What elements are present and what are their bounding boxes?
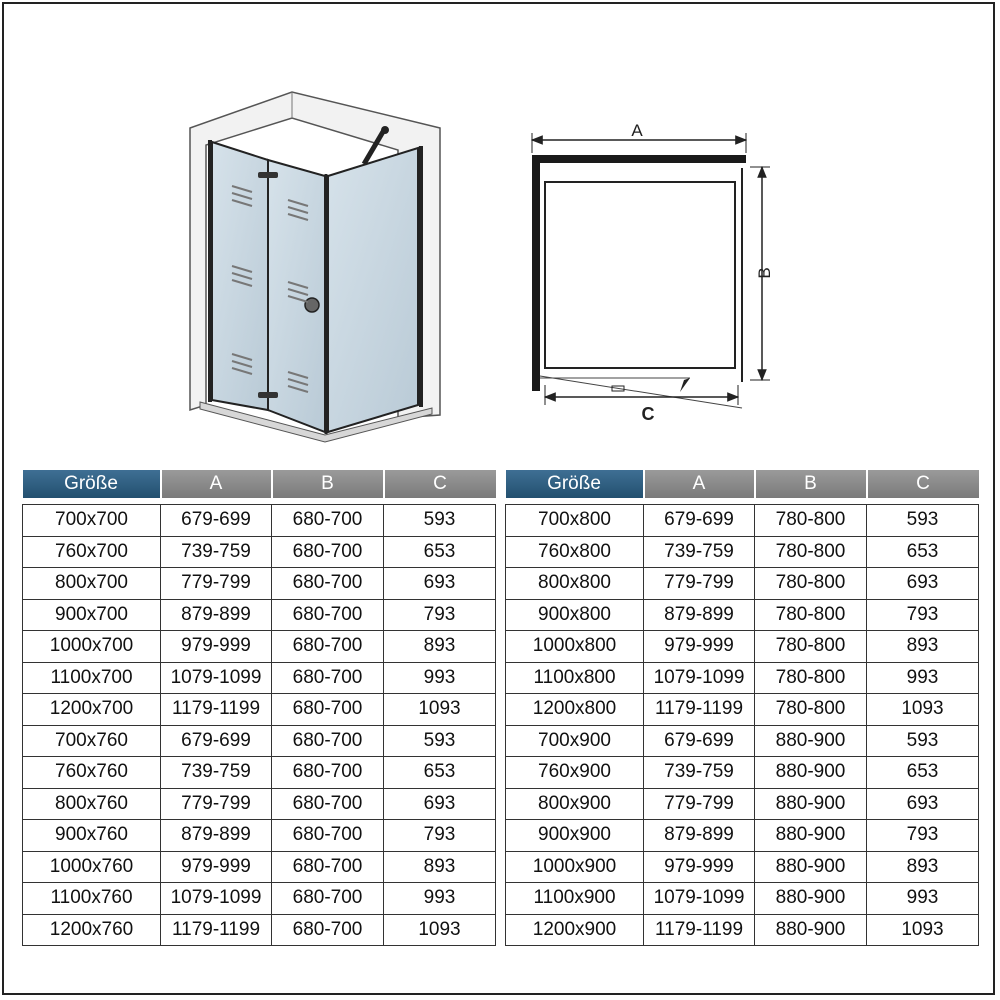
table-cell: 653 <box>384 536 496 568</box>
table-cell: 739-759 <box>161 536 272 568</box>
table-cell: 1179-1199 <box>161 914 272 946</box>
table-cell: 779-799 <box>161 788 272 820</box>
table-cell: 1100x900 <box>506 883 644 915</box>
table-cell: 793 <box>384 599 496 631</box>
table-row <box>506 631 979 663</box>
table-cell: 1093 <box>867 694 979 726</box>
table-cell: 880-900 <box>755 725 867 757</box>
table-cell: 893 <box>384 631 496 663</box>
table-row <box>23 757 496 789</box>
shower-enclosure-3d <box>190 92 440 442</box>
table-cell: 993 <box>384 662 496 694</box>
table-cell: 900x900 <box>506 820 644 852</box>
table-cell: 680-700 <box>272 725 384 757</box>
header-cell: B <box>755 470 867 498</box>
header-cell: C <box>867 470 979 498</box>
table-row <box>23 536 496 568</box>
table-cell: 700x760 <box>23 725 161 757</box>
table-cell: 800x700 <box>23 568 161 600</box>
dimension-b-label: B <box>755 267 774 279</box>
table-row <box>506 788 979 820</box>
header-cell: A <box>644 470 755 498</box>
table-cell: 1179-1199 <box>161 694 272 726</box>
table-cell: 679-699 <box>161 725 272 757</box>
table-cell: 880-900 <box>755 851 867 883</box>
table-row <box>506 505 979 537</box>
table-cell: 700x800 <box>506 505 644 537</box>
table-cell: 593 <box>384 505 496 537</box>
table-cell: 880-900 <box>755 820 867 852</box>
table-cell: 593 <box>867 505 979 537</box>
table-row <box>506 851 979 883</box>
table-row <box>23 820 496 852</box>
table-row <box>506 536 979 568</box>
table-cell: 760x800 <box>506 536 644 568</box>
header-cell: Größe <box>23 470 161 498</box>
table-cell: 693 <box>384 788 496 820</box>
table-cell: 1100x760 <box>23 883 161 915</box>
table-cell: 900x800 <box>506 599 644 631</box>
table-cell: 700x700 <box>23 505 161 537</box>
table-cell: 680-700 <box>272 568 384 600</box>
table-cell: 800x900 <box>506 788 644 820</box>
size-table-left <box>22 470 496 946</box>
table-cell: 593 <box>867 725 979 757</box>
table-cell: 880-900 <box>755 914 867 946</box>
table-cell: 879-899 <box>644 820 755 852</box>
table-row <box>23 914 496 946</box>
table-row <box>23 662 496 694</box>
table-cell: 1079-1099 <box>644 662 755 694</box>
table-cell: 739-759 <box>161 757 272 789</box>
table-cell: 900x760 <box>23 820 161 852</box>
table-row <box>23 631 496 663</box>
table-cell: 993 <box>867 883 979 915</box>
table-cell: 680-700 <box>272 631 384 663</box>
table-cell: 760x760 <box>23 757 161 789</box>
table-cell: 680-700 <box>272 694 384 726</box>
table-row <box>506 757 979 789</box>
table-cell: 1093 <box>867 914 979 946</box>
table-cell: 680-700 <box>272 662 384 694</box>
table-cell: 653 <box>867 757 979 789</box>
dimension-a-label: A <box>631 121 643 140</box>
table-row <box>23 694 496 726</box>
table-cell: 739-759 <box>644 757 755 789</box>
table-cell: 680-700 <box>272 536 384 568</box>
table-row <box>23 725 496 757</box>
table-cell: 893 <box>867 631 979 663</box>
table-cell: 879-899 <box>644 599 755 631</box>
table-cell: 680-700 <box>272 851 384 883</box>
table-cell: 1200x900 <box>506 914 644 946</box>
table-cell: 780-800 <box>755 694 867 726</box>
table-cell: 693 <box>867 568 979 600</box>
table-row <box>23 505 496 537</box>
table-cell: 793 <box>867 820 979 852</box>
table-cell: 680-700 <box>272 757 384 789</box>
table-cell: 1079-1099 <box>644 883 755 915</box>
table-row <box>506 694 979 726</box>
table-row <box>23 568 496 600</box>
table-cell: 1179-1199 <box>644 694 755 726</box>
table-cell: 693 <box>384 568 496 600</box>
table-cell: 780-800 <box>755 662 867 694</box>
table-cell: 679-699 <box>644 505 755 537</box>
table-cell: 800x800 <box>506 568 644 600</box>
table-cell: 680-700 <box>272 505 384 537</box>
table-row <box>23 599 496 631</box>
table-cell: 800x760 <box>23 788 161 820</box>
table-cell: 653 <box>867 536 979 568</box>
table-cell: 979-999 <box>161 851 272 883</box>
table-cell: 779-799 <box>644 568 755 600</box>
table-row <box>506 883 979 915</box>
table-cell: 779-799 <box>644 788 755 820</box>
table-cell: 880-900 <box>755 883 867 915</box>
table-cell: 1000x760 <box>23 851 161 883</box>
table-row <box>23 883 496 915</box>
table-cell: 1079-1099 <box>161 883 272 915</box>
table-cell: 979-999 <box>644 631 755 663</box>
table-row <box>506 820 979 852</box>
table-row <box>506 725 979 757</box>
table-cell: 893 <box>867 851 979 883</box>
table-cell: 879-899 <box>161 599 272 631</box>
header-cell: C <box>384 470 496 498</box>
table-cell: 979-999 <box>644 851 755 883</box>
table-cell: 793 <box>384 820 496 852</box>
table-cell: 1200x760 <box>23 914 161 946</box>
table-row <box>23 788 496 820</box>
table-cell: 993 <box>867 662 979 694</box>
table-cell: 593 <box>384 725 496 757</box>
table-cell: 680-700 <box>272 914 384 946</box>
table-cell: 1093 <box>384 694 496 726</box>
table-cell: 1100x800 <box>506 662 644 694</box>
table-cell: 880-900 <box>755 757 867 789</box>
table-cell: 1200x800 <box>506 694 644 726</box>
table-cell: 680-700 <box>272 883 384 915</box>
table-cell: 893 <box>384 851 496 883</box>
table-cell: 693 <box>867 788 979 820</box>
table-cell: 1000x800 <box>506 631 644 663</box>
size-table-right <box>505 470 979 946</box>
table-cell: 680-700 <box>272 820 384 852</box>
table-cell: 679-699 <box>161 505 272 537</box>
header-cell: B <box>272 470 384 498</box>
table-cell: 780-800 <box>755 631 867 663</box>
table-cell: 739-759 <box>644 536 755 568</box>
table-cell: 680-700 <box>272 788 384 820</box>
table-cell: 1000x900 <box>506 851 644 883</box>
table-cell: 680-700 <box>272 599 384 631</box>
table-cell: 880-900 <box>755 788 867 820</box>
table-cell: 760x900 <box>506 757 644 789</box>
header-cell: Größe <box>506 470 644 498</box>
header-cell: A <box>161 470 272 498</box>
table-cell: 979-999 <box>161 631 272 663</box>
table-cell: 1100x700 <box>23 662 161 694</box>
table-cell: 780-800 <box>755 599 867 631</box>
table-row <box>506 914 979 946</box>
table-cell: 779-799 <box>161 568 272 600</box>
table-cell: 993 <box>384 883 496 915</box>
table-cell: 900x700 <box>23 599 161 631</box>
top-view-diagram <box>532 133 770 408</box>
table-cell: 1200x700 <box>23 694 161 726</box>
table-cell: 700x900 <box>506 725 644 757</box>
table-cell: 760x700 <box>23 536 161 568</box>
table-cell: 780-800 <box>755 505 867 537</box>
table-cell: 780-800 <box>755 536 867 568</box>
table-row <box>506 568 979 600</box>
table-row <box>506 599 979 631</box>
table-cell: 1093 <box>384 914 496 946</box>
illustration-area <box>0 0 1000 460</box>
table-cell: 793 <box>867 599 979 631</box>
table-cell: 653 <box>384 757 496 789</box>
table-cell: 780-800 <box>755 568 867 600</box>
table-cell: 679-699 <box>644 725 755 757</box>
table-row <box>23 851 496 883</box>
table-cell: 1000x700 <box>23 631 161 663</box>
table-cell: 1079-1099 <box>161 662 272 694</box>
dimension-c-label: C <box>641 404 655 424</box>
table-cell: 879-899 <box>161 820 272 852</box>
table-row <box>506 662 979 694</box>
table-cell: 1179-1199 <box>644 914 755 946</box>
